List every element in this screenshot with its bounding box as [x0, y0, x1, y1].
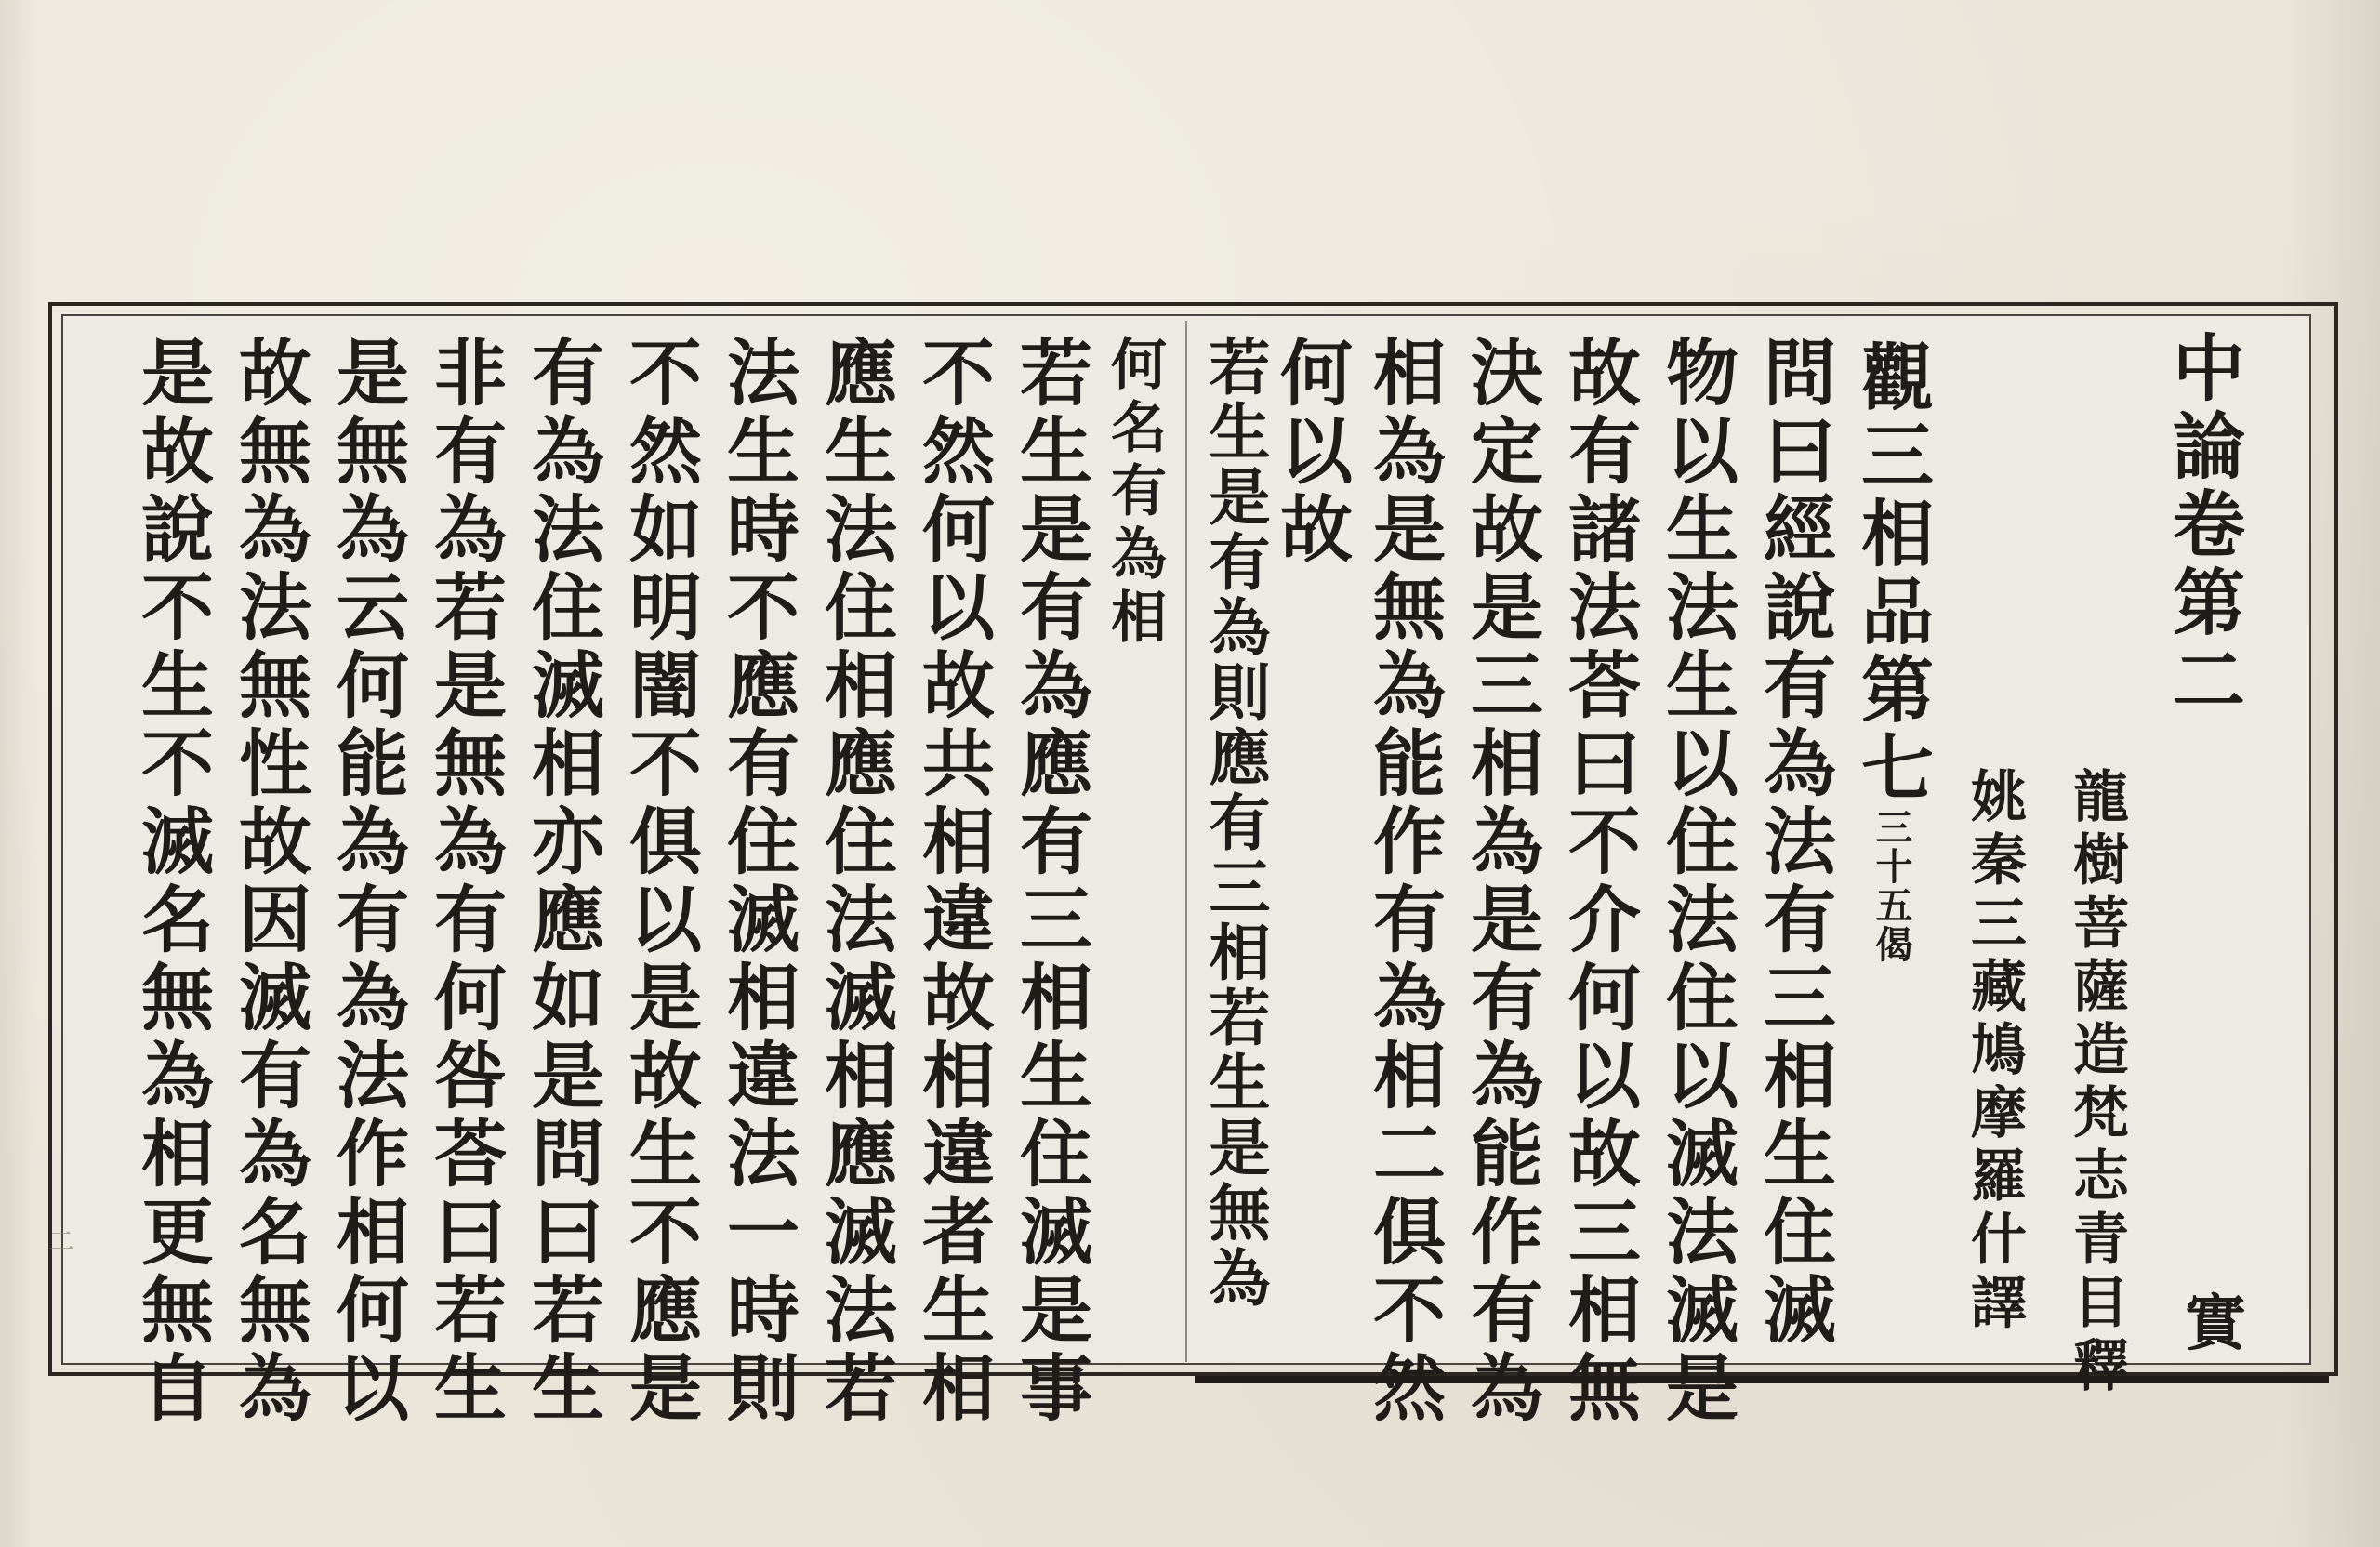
text-column-4: 決定故是三相為是有為能作有為 [1459, 335, 1543, 1428]
chapter-note: 三十五偈 [1870, 808, 1913, 964]
page-left-edge [0, 0, 37, 1547]
text-column-18: 是故說不生不滅名無為相更無自 [129, 335, 214, 1428]
text-column-12: 法生時不應有住滅相違法一時則 [715, 335, 800, 1428]
text-column-16: 是無為云何能為有為法作相何以 [324, 335, 409, 1428]
text-column-17: 故無為法無性故因滅有為名無為 [227, 335, 311, 1428]
text-column-10: 不然何以故共相違故相違者生相 [910, 335, 995, 1428]
text-column-15: 非有為若是無為有何咎荅曰若生 [422, 335, 507, 1428]
chapter-heading [1849, 339, 1934, 964]
seal-character: 實 [2185, 1287, 2246, 1359]
chapter-heading-text: 觀三相品第七 [1849, 339, 1934, 808]
text-column-13: 不然如明闇不俱以是故生不應是 [617, 335, 702, 1428]
text-column-1: 問曰經說有為法有三相生住滅 [1752, 335, 1836, 1350]
text-column-3: 故有諸法荅曰不介何以故三相無 [1556, 335, 1641, 1428]
center-fold-line [1185, 321, 1187, 1362]
author-line: 龍樹菩薩造梵志青目釋 [2064, 767, 2129, 1399]
text-column-5: 相為是無為能作有為相二俱不然 [1361, 335, 1446, 1428]
text-column-11: 應生法住相應住法滅相應滅法若 [813, 335, 897, 1428]
text-column-6: 何以故 [1268, 335, 1353, 569]
text-column-14: 有為法住滅相亦應如是問曰若生 [520, 335, 604, 1428]
text-column-9: 若生是有為應有三相生住滅是事 [1008, 335, 1092, 1428]
text-column-8: 何名有為相 [1102, 335, 1167, 651]
document-title: 中論卷第二 [2161, 330, 2245, 721]
text-column-2: 物以生法生以住法住以滅法滅是 [1654, 335, 1739, 1428]
translator-line: 姚秦三藏鳩摩羅什譯 [1962, 767, 2027, 1336]
margin-page-mark: 二 [45, 1227, 75, 1253]
text-column-7: 若生是有為則應有三相若生是無為 [1198, 335, 1271, 1311]
